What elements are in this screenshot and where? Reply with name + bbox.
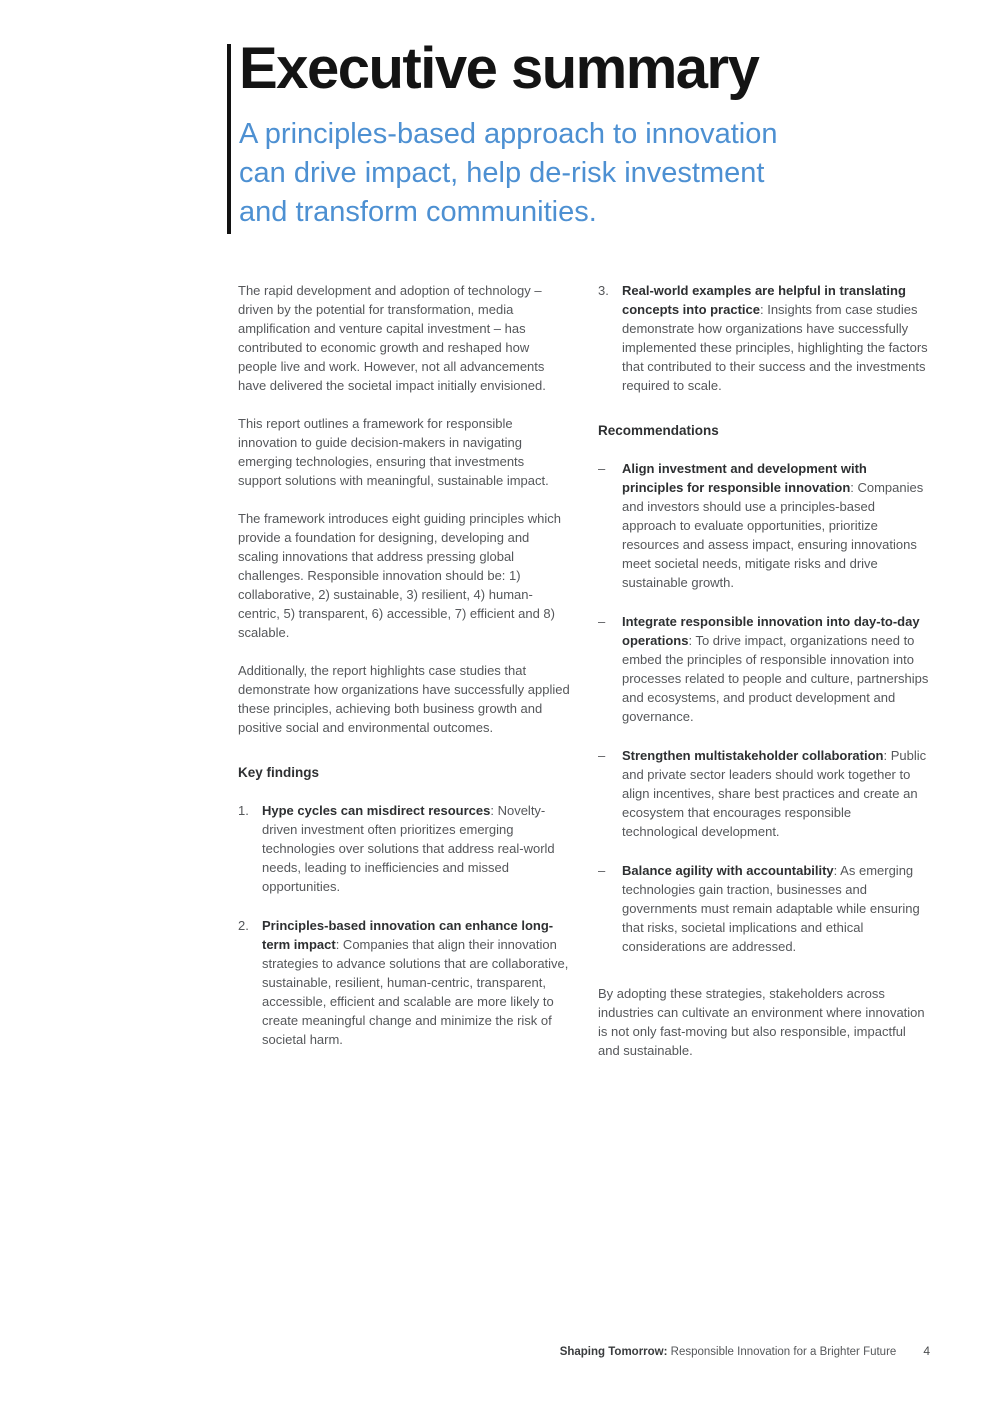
body-paragraph: The rapid development and adoption of technology – driven by the potential for transformation, media amplification and venture capital investment – has contributed to economic growth and reshaped how people live and work. However, not all advancements have delivered the societal impact initially envisioned. (238, 283, 546, 393)
left-column (238, 281, 570, 1079)
recommendation-item (598, 861, 930, 956)
recommendations-heading: Recommendations (598, 423, 719, 438)
recommendation-lead: Align investment and development with principles for responsible innovation (622, 461, 867, 495)
body-columns (238, 281, 930, 1079)
finding-text: : Novelty-driven investment often prioritizes emerging technologies over solutions that address real-world needs, leading to inefficiencies and missed opportunities. (262, 803, 555, 894)
page-footer (560, 1344, 930, 1359)
masthead (239, 36, 939, 232)
subtitle-line: A principles-based approach to innovation (239, 118, 778, 150)
title-accent-bar (227, 44, 231, 234)
recommendation-text: : Companies and investors should use a principles-based approach to evaluate opportunities, prioritize resources and assess impact, ensuring innovations meet societal needs, mitigate risks and drive sustainable growth. (622, 480, 924, 590)
page-title: Executive summary (239, 36, 759, 101)
recommendation-lead: Strengthen multistakeholder collaboration (622, 748, 884, 763)
recommendation-item (598, 459, 930, 592)
subtitle-line: and transform communities. (239, 196, 597, 228)
finding-item (598, 281, 930, 395)
recommendation-lead: Balance agility with accountability (622, 863, 834, 878)
key-findings-heading: Key findings (238, 765, 320, 780)
finding-text: : Insights from case studies demonstrate how organizations have successfully implemented these principles, highlighting the factors that contributed to their success and the investments required to scale. (622, 302, 928, 393)
dash-bullet: – (598, 461, 606, 476)
body-paragraph: Additionally, the report highlights case studies that demonstrate how organizations have successfully applied these principles, achieving both business growth and positive social and environmental outcomes. (238, 663, 570, 735)
body-paragraph: This report outlines a framework for responsible innovation to guide decision-makers in navigating emerging technologies, ensuring that investments support solutions with meaningful, sustainable impact. (238, 416, 549, 488)
report-title-bold: Shaping Tomorrow: (559, 1346, 668, 1358)
right-column (598, 281, 930, 1079)
finding-lead: Principles-based innovation can enhance long-term impact (262, 918, 554, 952)
recommendation-text: : As emerging technologies gain traction, businesses and governments must remain adaptable while ensuring that risks, societal implications and ethical considerations are addressed. (622, 863, 920, 954)
finding-number: 1. (238, 803, 249, 818)
recommendation-text: : Public and private sector leaders should work together to align incentives, share best practices and create an ecosystem that encourages responsible technological development. (622, 748, 927, 839)
finding-lead: Real-world examples are helpful in translating concepts into practice (622, 283, 906, 317)
dash-bullet: – (598, 614, 606, 629)
finding-lead: Hype cycles can misdirect resources (262, 803, 491, 818)
recommendation-item (598, 746, 930, 841)
report-title-rest: Responsible Innovation for a Brighter Future (667, 1346, 897, 1358)
report-title (560, 1345, 897, 1359)
page-subtitle (239, 115, 939, 232)
closing-paragraph: By adopting these strategies, stakeholders across industries can cultivate an environment where innovation is not only fast-moving but also responsible, impactful and sustainable. (598, 986, 925, 1058)
finding-number: 2. (238, 918, 249, 933)
finding-text: : Companies that align their innovation strategies to advance solutions that are collaborative, sustainable, resilient, human-centric, transparent, accessible, efficient and scalable are more likely to create meaningful change and minimize the risk of societal harm. (262, 937, 569, 1047)
finding-number: 3. (598, 283, 609, 298)
dash-bullet: – (598, 863, 606, 878)
page-number: 4 (923, 1344, 930, 1358)
dash-bullet: – (598, 748, 606, 763)
recommendation-lead: Integrate responsible innovation into day-to-day operations (622, 614, 920, 648)
subtitle-line: can drive impact, help de-risk investment (239, 157, 765, 189)
recommendation-text: : To drive impact, organizations need to embed the principles of responsible innovation into processes related to people and culture, partnerships and ecosystems, and product development and governance. (622, 633, 929, 724)
finding-item (238, 801, 570, 896)
body-paragraph: The framework introduces eight guiding principles which provide a foundation for designing, developing and scaling innovations that address pressing global challenges. Responsible innovation should be: 1) collaborative, 2) sustainable, 3) resilient, 4) human-centric, 5) transparent, 6) accessible, 7) efficient and 8) scalable. (238, 511, 561, 640)
recommendation-item (598, 612, 930, 726)
finding-item (238, 916, 570, 1049)
